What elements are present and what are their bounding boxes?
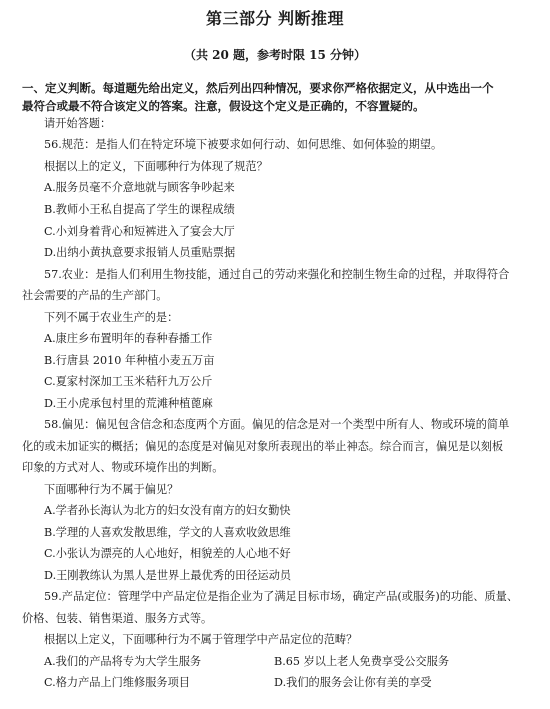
section-instructions-line-2: 最符合或最不符合该定义的答案。注意，假设这个定义是正确的，不容置疑的。: [22, 99, 425, 113]
page-title: 第三部分 判断推理: [205, 9, 345, 28]
q58-stem-line-1: 58.偏见：偏见包含信念和态度两个方面。偏见的信念是对一个类型中所有人、物或环境的简单: [44, 418, 510, 431]
q56-option-a: A.服务员毫不介意地就与顾客争吵起来: [44, 181, 235, 194]
q56-prompt: 根据以上的定义，下面哪种行为体现了规范？: [44, 160, 268, 173]
q57-option-b: B.行唐县 2010 年种植小麦五万亩: [44, 354, 215, 367]
q57-stem-line-1: 57.农业：是指人们利用生物技能，通过自己的劳动来强化和控制生物生命的过程，并取得符合: [44, 268, 510, 281]
q57-option-c: C.夏家村深加工玉米秸秆九万公斤: [44, 375, 213, 388]
q57-prompt: 下列不属于农业生产的是：: [44, 311, 179, 324]
q57-stem-line-2: 社会需要的产品的生产部门。: [22, 289, 168, 302]
q58-option-d: D.王刚教练认为黑人是世界上最优秀的田径运动员: [44, 569, 292, 582]
q56-option-d: D.出纳小黄执意要求报销人员重贴票据: [44, 246, 236, 259]
q58-option-b: B.学理的人喜欢发散思维，学文的人喜欢收敛思维: [44, 526, 291, 539]
q56-option-c: C.小刘身着背心和短裤进入了宴会大厅: [44, 225, 235, 238]
q57-option-d: D.王小虎承包村里的荒滩种植蓖麻: [44, 397, 213, 410]
q56-option-b: B.教师小王私自提高了学生的课程成绩: [44, 203, 235, 216]
q59-stem-line-1: 59.产品定位：管理学中产品定位是指企业为了满足目标市场，确定产品(或服务)的功能、质量、: [44, 590, 519, 603]
q58-option-a: A.学者孙长海认为北方的妇女没有南方的妇女勤快: [44, 504, 291, 517]
q59-option-a: A.我们的产品将专为大学生服务: [44, 655, 202, 668]
q59-option-d: D.我们的服务会让你有美的享受: [274, 676, 432, 689]
q58-prompt: 下面哪种行为不属于偏见？: [44, 483, 179, 496]
q59-option-b: B.65 岁以上老人免费享受公交服务: [274, 655, 450, 668]
q58-option-c: C.小张认为漂亮的人心地好，相貌差的人心地不好: [44, 547, 291, 560]
q58-stem-line-3: 印象的方式对人、物或环境作出的判断。: [22, 461, 224, 474]
q58-stem-line-2: 化的或未加证实的概括；偏见的态度是对偏见对象所表现出的举止神态。综合而言，偏见是以刻板: [22, 440, 504, 453]
page-subtitle: （共 20 题，参考时限 15 分钟）: [183, 48, 367, 62]
q59-prompt: 根据以上定义，下面哪种行为不属于管理学中产品定位的范畴？: [44, 633, 358, 646]
begin-prompt: 请开始答题：: [44, 117, 112, 130]
q57-option-a: A.康庄乡布置明年的春种春播工作: [44, 332, 213, 345]
q59-stem-line-2: 价格、包装、销售渠道、服务方式等。: [22, 612, 213, 625]
q56-stem: 56.规范：是指人们在特定环境下被要求如何行动、如何思维、如何体验的期望。: [44, 138, 443, 151]
q59-option-c: C.格力产品上门维修服务项目: [44, 676, 190, 689]
section-instructions-line-1: 一、定义判断。每道题先给出定义，然后列出四种情况，要求你严格依据定义，从中选出一个: [22, 81, 494, 95]
